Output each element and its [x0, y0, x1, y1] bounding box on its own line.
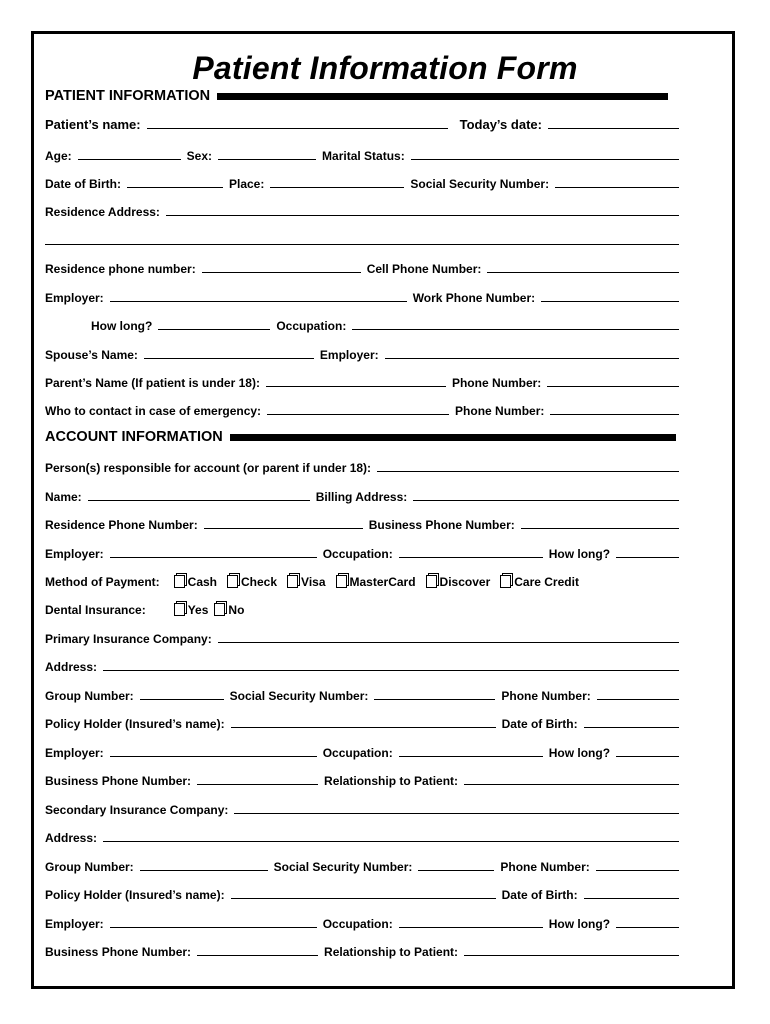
secondary-phone-label: Phone Number:: [500, 860, 590, 874]
payment-option-check[interactable]: Check: [227, 575, 277, 589]
residence-address-label: Residence Address:: [45, 205, 160, 219]
parent-phone-label: Phone Number:: [451, 376, 542, 390]
account-section-header: [45, 427, 676, 447]
primary-relationship-input[interactable]: [464, 784, 679, 785]
parent-name-label: Parent’s Name (If patient is under 18):: [45, 376, 260, 390]
account-residence-phone-label: Residence Phone Number:: [45, 518, 198, 532]
insurance-option-yes[interactable]: Yes: [174, 603, 209, 617]
row-primary-address: [45, 658, 679, 674]
row-secondary-policy-holder: [45, 886, 679, 902]
secondary-employer-label: Employer:: [45, 917, 104, 931]
payment-option-visa[interactable]: Visa: [287, 575, 325, 589]
employer-label: Employer:: [45, 291, 104, 305]
cell-phone-label: Cell Phone Number:: [366, 262, 482, 276]
account-name-input[interactable]: [88, 500, 310, 501]
dob-input[interactable]: [127, 187, 223, 188]
secondary-dob-label: Date of Birth:: [501, 888, 578, 902]
parent-name-input[interactable]: [266, 386, 446, 387]
primary-employer-input[interactable]: [110, 756, 317, 757]
row-account-phones: [45, 516, 679, 532]
checkbox[interactable]: [214, 603, 225, 616]
account-occupation-input[interactable]: [399, 557, 543, 558]
employer-input[interactable]: [110, 301, 407, 302]
primary-address-input[interactable]: [103, 670, 679, 671]
secondary-how-long-input[interactable]: [616, 927, 679, 928]
account-employer-label: Employer:: [45, 547, 104, 561]
row-dob: [45, 175, 679, 191]
checkbox[interactable]: [287, 575, 298, 588]
dob-label: Date of Birth:: [45, 177, 121, 191]
primary-employer-label: Employer:: [45, 746, 104, 760]
row-primary-company: [45, 630, 679, 646]
account-occupation-label: Occupation:: [322, 547, 393, 561]
account-section-title: ACCOUNT INFORMATION: [45, 429, 223, 445]
row-primary-business-phone: [45, 772, 679, 788]
row-secondary-company: [45, 801, 679, 817]
primary-ssn-label: Social Security Number:: [229, 689, 369, 703]
patient-name-label: Patient’s name:: [45, 117, 141, 132]
checkbox[interactable]: [426, 575, 437, 588]
occupation-input[interactable]: [352, 329, 679, 330]
secondary-employer-input[interactable]: [110, 927, 317, 928]
work-phone-label: Work Phone Number:: [412, 291, 536, 305]
spouse-name-input[interactable]: [144, 358, 314, 359]
primary-policy-holder-label: Policy Holder (Insured’s name):: [45, 717, 225, 731]
secondary-group-label: Group Number:: [45, 860, 134, 874]
secondary-business-phone-input[interactable]: [197, 955, 318, 956]
secondary-dob-input[interactable]: [584, 898, 679, 899]
marital-status-input[interactable]: [411, 159, 679, 160]
primary-dob-label: Date of Birth:: [501, 717, 578, 731]
row-primary-policy-holder: [45, 715, 679, 731]
payment-option-cash[interactable]: Cash: [174, 575, 217, 589]
secondary-policy-holder-label: Policy Holder (Insured’s name):: [45, 888, 225, 902]
row-account-employer: [45, 545, 679, 561]
row-responsible: [45, 459, 679, 475]
row-dental-insurance: [45, 601, 679, 617]
page-title: Patient Information Form: [192, 50, 578, 86]
parent-phone-input[interactable]: [547, 386, 679, 387]
row-age-sex: [45, 147, 679, 163]
row-payment-method: [45, 573, 679, 589]
primary-ssn-input[interactable]: [374, 699, 495, 700]
place-input[interactable]: [270, 187, 404, 188]
primary-company-input[interactable]: [218, 642, 679, 643]
row-employer: [45, 289, 679, 305]
account-business-phone-input[interactable]: [521, 528, 679, 529]
secondary-address-input[interactable]: [103, 841, 679, 842]
checkbox[interactable]: [227, 575, 238, 588]
emergency-label: Who to contact in case of emergency:: [45, 404, 262, 418]
secondary-occupation-label: Occupation:: [322, 917, 393, 931]
row-residence-phone: [45, 260, 679, 276]
checkbox[interactable]: [500, 575, 511, 588]
secondary-relationship-input[interactable]: [464, 955, 679, 956]
ssn-input[interactable]: [555, 187, 679, 188]
primary-occupation-label: Occupation:: [322, 746, 393, 760]
insurance-option-no[interactable]: No: [214, 603, 244, 617]
primary-group-label: Group Number:: [45, 689, 134, 703]
primary-company-label: Primary Insurance Company:: [45, 632, 212, 646]
primary-relationship-label: Relationship to Patient:: [324, 774, 459, 788]
secondary-company-input[interactable]: [234, 813, 679, 814]
primary-dob-input[interactable]: [584, 727, 679, 728]
how-long-input[interactable]: [158, 329, 270, 330]
patient-section-title: PATIENT INFORMATION: [45, 88, 211, 104]
account-residence-phone-input[interactable]: [204, 528, 363, 529]
residence-address-input[interactable]: [166, 215, 679, 216]
emergency-input[interactable]: [267, 414, 449, 415]
billing-address-label: Billing Address:: [315, 490, 408, 504]
cell-phone-input[interactable]: [487, 272, 679, 273]
row-primary-group: [45, 687, 679, 703]
account-name-label: Name:: [45, 490, 82, 504]
checkbox[interactable]: [174, 603, 185, 616]
primary-group-input[interactable]: [140, 699, 224, 700]
billing-address-input[interactable]: [413, 500, 679, 501]
secondary-business-phone-label: Business Phone Number:: [45, 945, 192, 959]
account-how-long-input[interactable]: [616, 557, 679, 558]
row-secondary-address: [45, 829, 679, 845]
spouse-employer-input[interactable]: [385, 358, 679, 359]
payment-option-discover[interactable]: Discover: [426, 575, 491, 589]
secondary-ssn-input[interactable]: [418, 870, 494, 871]
sex-label: Sex:: [186, 149, 213, 163]
dental-insurance-label: Dental Insurance:: [45, 603, 146, 617]
primary-phone-input[interactable]: [597, 699, 679, 700]
row-parent: [45, 374, 679, 390]
account-how-long-label: How long?: [548, 547, 611, 561]
section-rule: [230, 434, 676, 441]
occupation-label: Occupation:: [276, 319, 347, 333]
todays-date-label: Today’s date:: [459, 117, 542, 132]
residence-phone-label: Residence phone number:: [45, 262, 196, 276]
payment-option-mastercard[interactable]: MasterCard: [336, 575, 416, 589]
row-account-name: [45, 488, 679, 504]
checkbox[interactable]: [336, 575, 347, 588]
spouse-name-label: Spouse’s Name:: [45, 348, 138, 362]
residence-phone-input[interactable]: [202, 272, 361, 273]
secondary-phone-input[interactable]: [596, 870, 679, 871]
place-label: Place:: [229, 177, 265, 191]
responsible-label: Person(s) responsible for account (or parent if under 18):: [45, 461, 372, 475]
secondary-ssn-label: Social Security Number:: [273, 860, 413, 874]
row-secondary-group: [45, 858, 679, 874]
checkbox[interactable]: [174, 575, 185, 588]
work-phone-input[interactable]: [541, 301, 679, 302]
spouse-employer-label: Employer:: [319, 348, 379, 362]
primary-how-long-input[interactable]: [616, 756, 679, 757]
emergency-phone-input[interactable]: [550, 414, 679, 415]
row-primary-employer: [45, 744, 679, 760]
age-input[interactable]: [78, 159, 181, 160]
row-secondary-employer: [45, 915, 679, 931]
secondary-occupation-input[interactable]: [399, 927, 543, 928]
secondary-policy-holder-input[interactable]: [231, 898, 496, 899]
primary-policy-holder-input[interactable]: [231, 727, 496, 728]
secondary-relationship-label: Relationship to Patient:: [324, 945, 459, 959]
row-patient-name: [45, 116, 679, 132]
how-long-label: How long?: [91, 319, 153, 333]
account-business-phone-label: Business Phone Number:: [368, 518, 515, 532]
row-how-long: [91, 317, 679, 333]
residence-address-line2[interactable]: [45, 244, 679, 245]
ssn-label: Social Security Number:: [410, 177, 550, 191]
payment-method-label: Method of Payment:: [45, 575, 160, 589]
patient-name-input[interactable]: [147, 128, 448, 129]
row-secondary-business-phone: [45, 943, 679, 959]
responsible-input[interactable]: [377, 471, 679, 472]
primary-address-label: Address:: [45, 660, 98, 674]
marital-status-label: Marital Status:: [322, 149, 405, 163]
secondary-company-label: Secondary Insurance Company:: [45, 803, 229, 817]
row-emergency: [45, 402, 679, 418]
primary-phone-label: Phone Number:: [501, 689, 591, 703]
primary-business-phone-label: Business Phone Number:: [45, 774, 192, 788]
primary-business-phone-input[interactable]: [197, 784, 318, 785]
section-rule: [217, 93, 668, 100]
todays-date-input[interactable]: [548, 128, 679, 129]
primary-occupation-input[interactable]: [399, 756, 543, 757]
payment-option-care-credit[interactable]: Care Credit: [500, 575, 579, 589]
secondary-how-long-label: How long?: [548, 917, 611, 931]
patient-section-header: [45, 86, 668, 106]
secondary-address-label: Address:: [45, 831, 98, 845]
emergency-phone-label: Phone Number:: [455, 404, 545, 418]
row-spouse: [45, 346, 679, 362]
sex-input[interactable]: [218, 159, 316, 160]
age-label: Age:: [45, 149, 72, 163]
account-employer-input[interactable]: [110, 557, 317, 558]
row-residence-address: [45, 203, 679, 219]
secondary-group-input[interactable]: [140, 870, 268, 871]
primary-how-long-label: How long?: [548, 746, 611, 760]
